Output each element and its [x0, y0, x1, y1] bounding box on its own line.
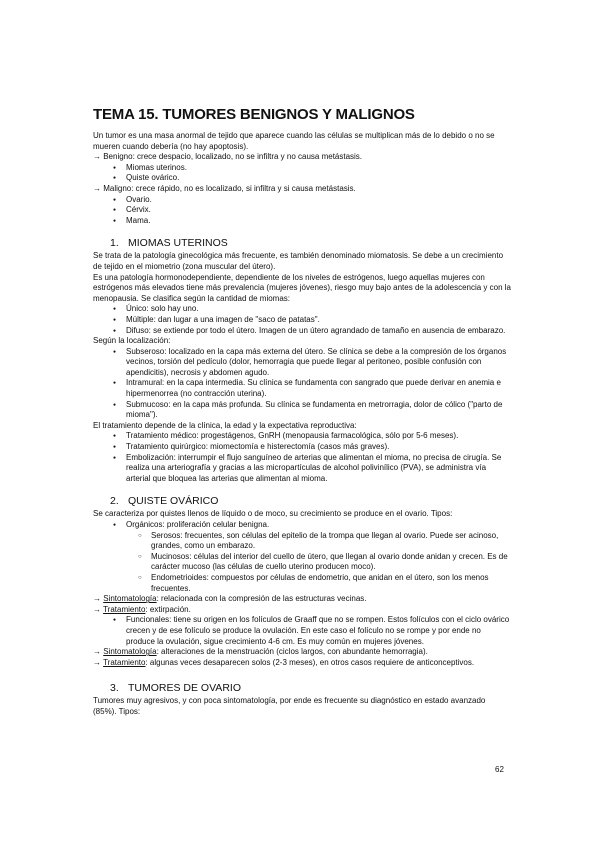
- list-item: ● Funcionales: tiene su origen en los folículos de Graaff que no se rompen. Estos folículos con el ciclo ovárico crecen y de ese folículo se produce la ovulación. En este caso el folículo no se rompe y por ende no produce la ovulación, sigue crecimiento 4-6 cm. Es muy común en mujeres jóvenes.: [93, 615, 511, 647]
- section-title: QUISTE OVÁRICO: [128, 495, 219, 508]
- list-item: ● Intramural: en la capa intermedia. Su clínica se fundamenta con sangrado que puede derivar en anemia e hipermenorrea (no contracción uterina).: [93, 378, 511, 399]
- page-number: 62: [495, 765, 504, 774]
- malignant-definition: → Maligno: crece rápido, no es localizado, si infiltra y si causa metástasis.: [93, 183, 356, 193]
- list-item: ○ Serosos: frecuentes, son células del epitelio de la trompa que llegan al ovario. Puede ser acinoso, grandes, como un embarazo.: [93, 531, 511, 552]
- mioma-treatment-list: [93, 431, 511, 484]
- paragraph: Según la localización:: [93, 336, 171, 346]
- list-item: ○ Endometrioides: compuestos por células de endometrio, que anidan en el útero, son los menos frecuentes.: [93, 573, 511, 594]
- treatment-line: → Tratamiento: extirpación.: [93, 604, 191, 614]
- paragraph: El tratamiento depende de la clínica, la edad y la expectativa reproductiva:: [93, 420, 357, 430]
- list-item: ● Embolización: interrumpir el flujo sanguíneo de arterias que alimentan el mioma, no precisa de cirugía. Se realiza una arteriografía y gracias a las micropartículas de alcohol polivinílico (PVA), se administra vía arterial que bloquea las arterias que alimentan al mioma.: [93, 453, 511, 485]
- list-item: ● Tratamiento quirúrgico: miomectomía e histerectomía (casos más graves).: [93, 442, 511, 453]
- document-body: [93, 131, 511, 718]
- underlined-label: Tratamiento: [103, 657, 146, 667]
- list-item: ● Cérvix.: [93, 205, 511, 216]
- paragraph: Se caracteriza por quistes llenos de líquido o de moco, su crecimiento se produce en el ovario. Tipos:: [93, 509, 453, 519]
- list-item: ● Orgánicos: proliferación celular benigna.: [93, 520, 511, 531]
- organic-list: [93, 520, 511, 531]
- functional-list: [93, 615, 511, 647]
- underlined-label: Sintomatología: [103, 647, 157, 657]
- list-item: ● Submucoso: en la capa más profunda. Su clínica se fundamenta en metrorragia, dolor de cólico ("parto de mioma").: [93, 400, 511, 421]
- treatment-text: : extirpación.: [145, 604, 191, 614]
- list-item: ● Múltiple: dan lugar a una imagen de "saco de patatas".: [93, 315, 511, 326]
- section-title: MIOMAS UTERINOS: [128, 237, 228, 250]
- symptoms-text: : alteraciones de la menstruación (ciclos largos, con abundante hemorragia).: [156, 647, 428, 657]
- list-item: ● Subseroso: localizado en la capa más externa del útero. Se clínica se debe a la compresión de los órganos vecinos, torsión del pedículo (dolor, hemorragia que puede llegar al peritoneo, posible confusión con apendicitis), necrosis y abdomen agudo.: [93, 347, 511, 379]
- list-item: ○ Mucinosos: células del interior del cuello de útero, que llegan al ovario donde anidan y crecen. Es de carácter mucoso (las células de cuello uterino producen moco).: [93, 552, 511, 573]
- list-item: ● Mama.: [93, 216, 511, 227]
- list-item: ● Ovario.: [93, 195, 511, 206]
- intro-paragraph: Un tumor es una masa anormal de tejido que aparece cuando las células se multiplican más de lo debido o no se mueren cuando debería (no hay apoptosis).: [93, 131, 495, 151]
- document-title: TEMA 15. TUMORES BENIGNOS Y MALIGNOS: [93, 106, 415, 123]
- underlined-label: Sintomatología: [103, 594, 157, 604]
- paragraph: Es una patología hormonodependiente, dependiente de los niveles de estrógenos, luego aquellas mujeres con estrógenos más elevados tiene más prevalencia (mujeres jóvenes), riesgo muy bajo antes de la adolescencia y con la menopausia. Se clasifica según la cantidad de miomas:: [93, 272, 512, 303]
- section-number: 1.: [110, 237, 119, 250]
- paragraph: Se trata de la patología ginecológica más frecuente, es también denominado miomatosis. Se debe a un crecimiento de tejido en el miometrio (zona muscular del útero).: [93, 251, 504, 271]
- benign-list: [93, 163, 511, 184]
- paragraph: Tumores muy agresivos, y con poca sintomatología, por ende es frecuente su diagnóstico en estado avanzado (85%). Tipos:: [93, 696, 486, 716]
- mioma-location-list: [93, 347, 511, 421]
- section-number: 2.: [110, 495, 119, 508]
- section-heading-miomas: [93, 237, 511, 250]
- benign-definition: → Benigno: crece despacio, localizado, no se infiltra y no causa metástasis.: [93, 152, 363, 162]
- list-item: ● Tratamiento médico: progestágenos, GnRH (menopausia farmacológica, sólo por 5-6 meses).: [93, 431, 511, 442]
- malignant-list: [93, 195, 511, 227]
- list-item: ● Quiste ovárico.: [93, 173, 511, 184]
- list-item: ● Miomas uterinos.: [93, 163, 511, 174]
- symptoms-text: : relacionada con la compresión de las estructuras vecinas.: [156, 594, 367, 604]
- treatment-line: → Tratamiento: algunas veces desaparecen solos (2-3 meses), en otros casos requiere de anticonceptivos.: [93, 657, 475, 667]
- symptoms-line: → Sintomatología: alteraciones de la menstruación (ciclos largos, con abundante hemorragia).: [93, 647, 428, 657]
- treatment-text: : algunas veces desaparecen solos (2-3 meses), en otros casos requiere de anticonceptivos.: [145, 657, 475, 667]
- list-item: ● Único: solo hay uno.: [93, 304, 511, 315]
- underlined-label: Tratamiento: [103, 604, 146, 614]
- section-title: TUMORES DE OVARIO: [128, 682, 241, 695]
- symptoms-line: → Sintomatología: relacionada con la compresión de las estructuras vecinas.: [93, 594, 367, 604]
- mioma-count-list: [93, 304, 511, 336]
- list-item: ● Difuso: se extiende por todo el útero. Imagen de un útero agrandado de tamaño en ausencia de embarazo.: [93, 326, 511, 337]
- organic-subtype-list: [93, 531, 511, 595]
- section-heading-tumores-ovario: [93, 682, 511, 695]
- section-number: 3.: [110, 682, 119, 695]
- section-heading-quiste: [93, 495, 511, 508]
